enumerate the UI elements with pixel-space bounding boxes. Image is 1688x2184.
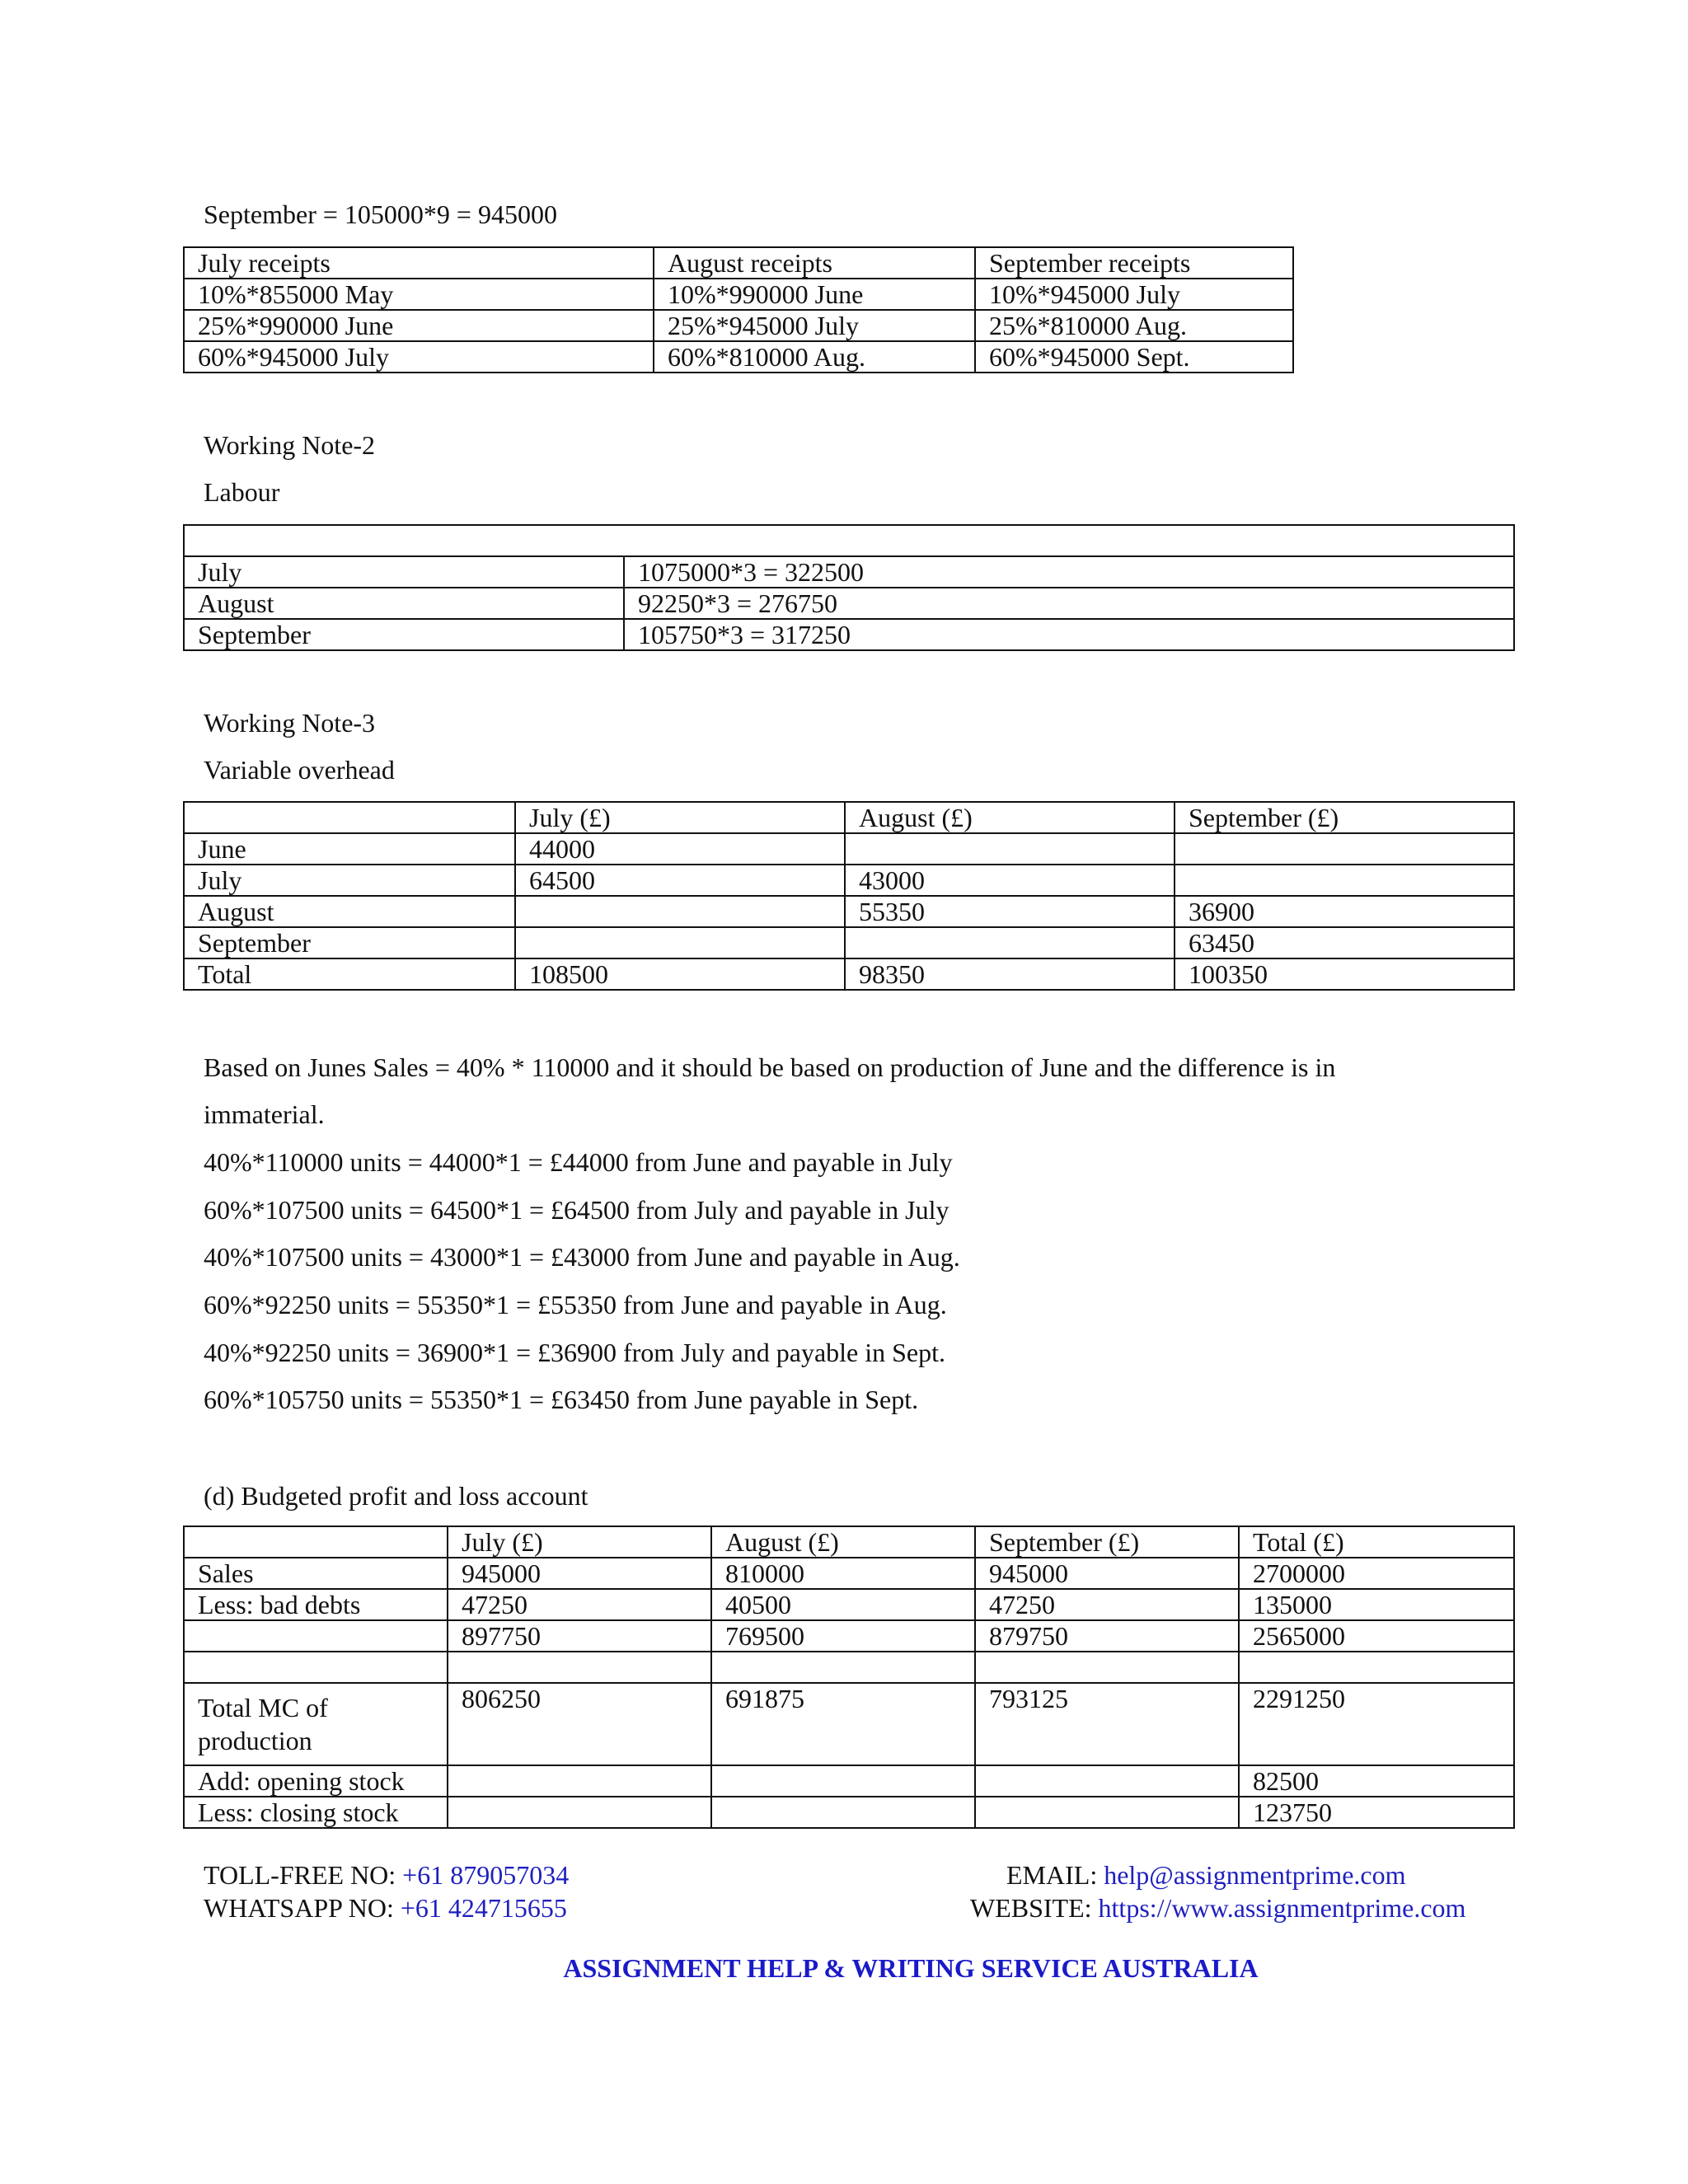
table-row bbox=[184, 865, 1514, 896]
email-link[interactable]: help@assignmentprime.com bbox=[1104, 1860, 1406, 1890]
table-row bbox=[184, 1797, 1514, 1828]
table-header-cell: September (£) bbox=[975, 1526, 1239, 1558]
table-cell: 43000 bbox=[845, 865, 1175, 896]
table-cell bbox=[845, 927, 1175, 958]
explanation-line: immaterial. bbox=[204, 1099, 325, 1129]
table-row bbox=[184, 619, 1514, 650]
table-cell: 60%*945000 July bbox=[184, 341, 654, 373]
table-cell: 897750 bbox=[448, 1620, 711, 1652]
table-cell: 98350 bbox=[845, 958, 1175, 990]
table-cell: 2565000 bbox=[1239, 1620, 1514, 1652]
table-cell: 1075000*3 = 322500 bbox=[624, 556, 1514, 588]
explanation-line: 40%*110000 units = 44000*1 = £44000 from June and payable in July bbox=[204, 1147, 953, 1177]
brand-tagline: ASSIGNMENT HELP & WRITING SERVICE AUSTRALIA bbox=[563, 1953, 1259, 1983]
explanation-line: 40%*92250 units = 36900*1 = £36900 from July and payable in Sept. bbox=[204, 1338, 946, 1367]
table-row bbox=[184, 1683, 1514, 1765]
table-header-cell: August (£) bbox=[711, 1526, 975, 1558]
table-row bbox=[184, 1620, 1514, 1652]
table-cell: July bbox=[184, 865, 515, 896]
table-header-cell: July receipts bbox=[184, 247, 654, 279]
table-cell: 40500 bbox=[711, 1589, 975, 1620]
table-row bbox=[184, 588, 1514, 619]
table-cell: 2291250 bbox=[1239, 1683, 1514, 1765]
intro-line: September = 105000*9 = 945000 bbox=[204, 199, 557, 229]
table-cell bbox=[1239, 1652, 1514, 1683]
table-row bbox=[184, 279, 1293, 310]
footer-email bbox=[1006, 1858, 1405, 1891]
table-header-cell: July (£) bbox=[515, 802, 845, 833]
footer-website bbox=[970, 1891, 1465, 1924]
explanation-line: 60%*107500 units = 64500*1 = £64500 from July and payable in July bbox=[204, 1195, 950, 1225]
table-cell: 10%*990000 June bbox=[654, 279, 975, 310]
table-cell: 691875 bbox=[711, 1683, 975, 1765]
table-header-cell: September receipts bbox=[975, 247, 1293, 279]
table-cell: 36900 bbox=[1175, 896, 1514, 927]
table-cell: 793125 bbox=[975, 1683, 1239, 1765]
table-header-cell bbox=[184, 1526, 448, 1558]
table-cell: 945000 bbox=[448, 1558, 711, 1589]
table-row bbox=[184, 1765, 1514, 1797]
table-cell bbox=[1175, 833, 1514, 865]
table-header-cell bbox=[184, 802, 515, 833]
table-cell bbox=[184, 1652, 448, 1683]
table-cell bbox=[448, 1765, 711, 1797]
table-cell: September bbox=[184, 619, 624, 650]
table-cell: 123750 bbox=[1239, 1797, 1514, 1828]
table-cell: 55350 bbox=[845, 896, 1175, 927]
table-cell: July bbox=[184, 556, 624, 588]
overhead-table bbox=[183, 801, 1515, 991]
table-cell: Total bbox=[184, 958, 515, 990]
table-cell bbox=[711, 1652, 975, 1683]
table-row bbox=[184, 1652, 1514, 1683]
table-cell: 769500 bbox=[711, 1620, 975, 1652]
table-cell bbox=[711, 1765, 975, 1797]
pl-heading: (d) Budgeted profit and loss account bbox=[204, 1481, 588, 1511]
table-row bbox=[184, 927, 1514, 958]
table-cell: 2700000 bbox=[1239, 1558, 1514, 1589]
footer-tollfree bbox=[204, 1858, 569, 1891]
table-row bbox=[184, 247, 1293, 279]
table-cell bbox=[448, 1797, 711, 1828]
table-row bbox=[184, 896, 1514, 927]
table-cell: August bbox=[184, 896, 515, 927]
table-cell bbox=[711, 1797, 975, 1828]
table-cell: 63450 bbox=[1175, 927, 1514, 958]
table-row bbox=[184, 341, 1293, 373]
table-row bbox=[184, 1558, 1514, 1589]
table-cell bbox=[845, 833, 1175, 865]
receipts-table bbox=[183, 246, 1294, 373]
table-cell: 92250*3 = 276750 bbox=[624, 588, 1514, 619]
footer-whatsapp bbox=[204, 1891, 567, 1924]
table-header-cell: August receipts bbox=[654, 247, 975, 279]
table-cell bbox=[184, 1683, 448, 1765]
table-cell: 806250 bbox=[448, 1683, 711, 1765]
table-cell: August bbox=[184, 588, 624, 619]
table-cell: 25%*810000 Aug. bbox=[975, 310, 1293, 341]
table-header-cell: August (£) bbox=[845, 802, 1175, 833]
explanation-line: Based on Junes Sales = 40% * 110000 and it should be based on production of June and the difference is in bbox=[204, 1052, 1336, 1082]
table-cell bbox=[975, 1652, 1239, 1683]
labour-table bbox=[183, 524, 1515, 651]
table-cell: 25%*945000 July bbox=[654, 310, 975, 341]
email-label: EMAIL: bbox=[1006, 1860, 1098, 1890]
website-label: WEBSITE: bbox=[970, 1893, 1092, 1923]
explanation-line: 60%*92250 units = 55350*1 = £55350 from June and payable in Aug. bbox=[204, 1290, 947, 1319]
explanation-line: 40%*107500 units = 43000*1 = £43000 from June and payable in Aug. bbox=[204, 1242, 960, 1272]
pl-table bbox=[183, 1526, 1515, 1829]
table-cell bbox=[975, 1765, 1239, 1797]
explanation-line: 60%*105750 units = 55350*1 = £63450 from June payable in Sept. bbox=[204, 1385, 919, 1414]
table-cell: June bbox=[184, 833, 515, 865]
table-cell: Add: opening stock bbox=[184, 1765, 448, 1797]
whatsapp-number[interactable]: +61 424715655 bbox=[400, 1893, 567, 1923]
table-cell: 810000 bbox=[711, 1558, 975, 1589]
table-cell: 82500 bbox=[1239, 1765, 1514, 1797]
table-cell: Less: bad debts bbox=[184, 1589, 448, 1620]
table-row bbox=[184, 525, 1514, 556]
table-header-cell: July (£) bbox=[448, 1526, 711, 1558]
table-row bbox=[184, 1526, 1514, 1558]
table-cell: 25%*990000 June bbox=[184, 310, 654, 341]
whatsapp-label: WHATSAPP NO: bbox=[204, 1893, 394, 1923]
table-cell: 44000 bbox=[515, 833, 845, 865]
table-cell bbox=[515, 896, 845, 927]
table-cell: 105750*3 = 317250 bbox=[624, 619, 1514, 650]
table-cell: 135000 bbox=[1239, 1589, 1514, 1620]
table-cell bbox=[975, 1797, 1239, 1828]
table-cell: 60%*810000 Aug. bbox=[654, 341, 975, 373]
table-cell bbox=[1175, 865, 1514, 896]
note2-heading: Working Note-2 bbox=[204, 430, 376, 460]
table-cell: Less: closing stock bbox=[184, 1797, 448, 1828]
mc-label-line1: Total MC of bbox=[198, 1693, 328, 1722]
table-cell: 47250 bbox=[975, 1589, 1239, 1620]
table-row bbox=[184, 802, 1514, 833]
table-row bbox=[184, 310, 1293, 341]
table-cell: 60%*945000 Sept. bbox=[975, 341, 1293, 373]
table-cell-empty bbox=[184, 525, 1514, 556]
mc-label-line2: production bbox=[198, 1726, 312, 1755]
website-link[interactable]: https://www.assignmentprime.com bbox=[1098, 1893, 1466, 1923]
table-cell: 47250 bbox=[448, 1589, 711, 1620]
table-header-cell: September (£) bbox=[1175, 802, 1514, 833]
table-cell: 100350 bbox=[1175, 958, 1514, 990]
table-row bbox=[184, 556, 1514, 588]
table-row bbox=[184, 833, 1514, 865]
table-cell: Sales bbox=[184, 1558, 448, 1589]
table-cell: 10%*945000 July bbox=[975, 279, 1293, 310]
table-cell: September bbox=[184, 927, 515, 958]
table-cell: 945000 bbox=[975, 1558, 1239, 1589]
note3-subheading: Variable overhead bbox=[204, 755, 395, 785]
note2-subheading: Labour bbox=[204, 477, 280, 507]
table-cell bbox=[448, 1652, 711, 1683]
table-row bbox=[184, 958, 1514, 990]
table-cell bbox=[515, 927, 845, 958]
table-cell: 64500 bbox=[515, 865, 845, 896]
table-cell: 879750 bbox=[975, 1620, 1239, 1652]
tollfree-label: TOLL-FREE NO: bbox=[204, 1860, 396, 1890]
table-row bbox=[184, 1589, 1514, 1620]
tollfree-number[interactable]: +61 879057034 bbox=[402, 1860, 570, 1890]
table-cell bbox=[184, 1620, 448, 1652]
table-header-cell: Total (£) bbox=[1239, 1526, 1514, 1558]
table-cell: 10%*855000 May bbox=[184, 279, 654, 310]
note3-heading: Working Note-3 bbox=[204, 708, 376, 738]
table-cell: 108500 bbox=[515, 958, 845, 990]
